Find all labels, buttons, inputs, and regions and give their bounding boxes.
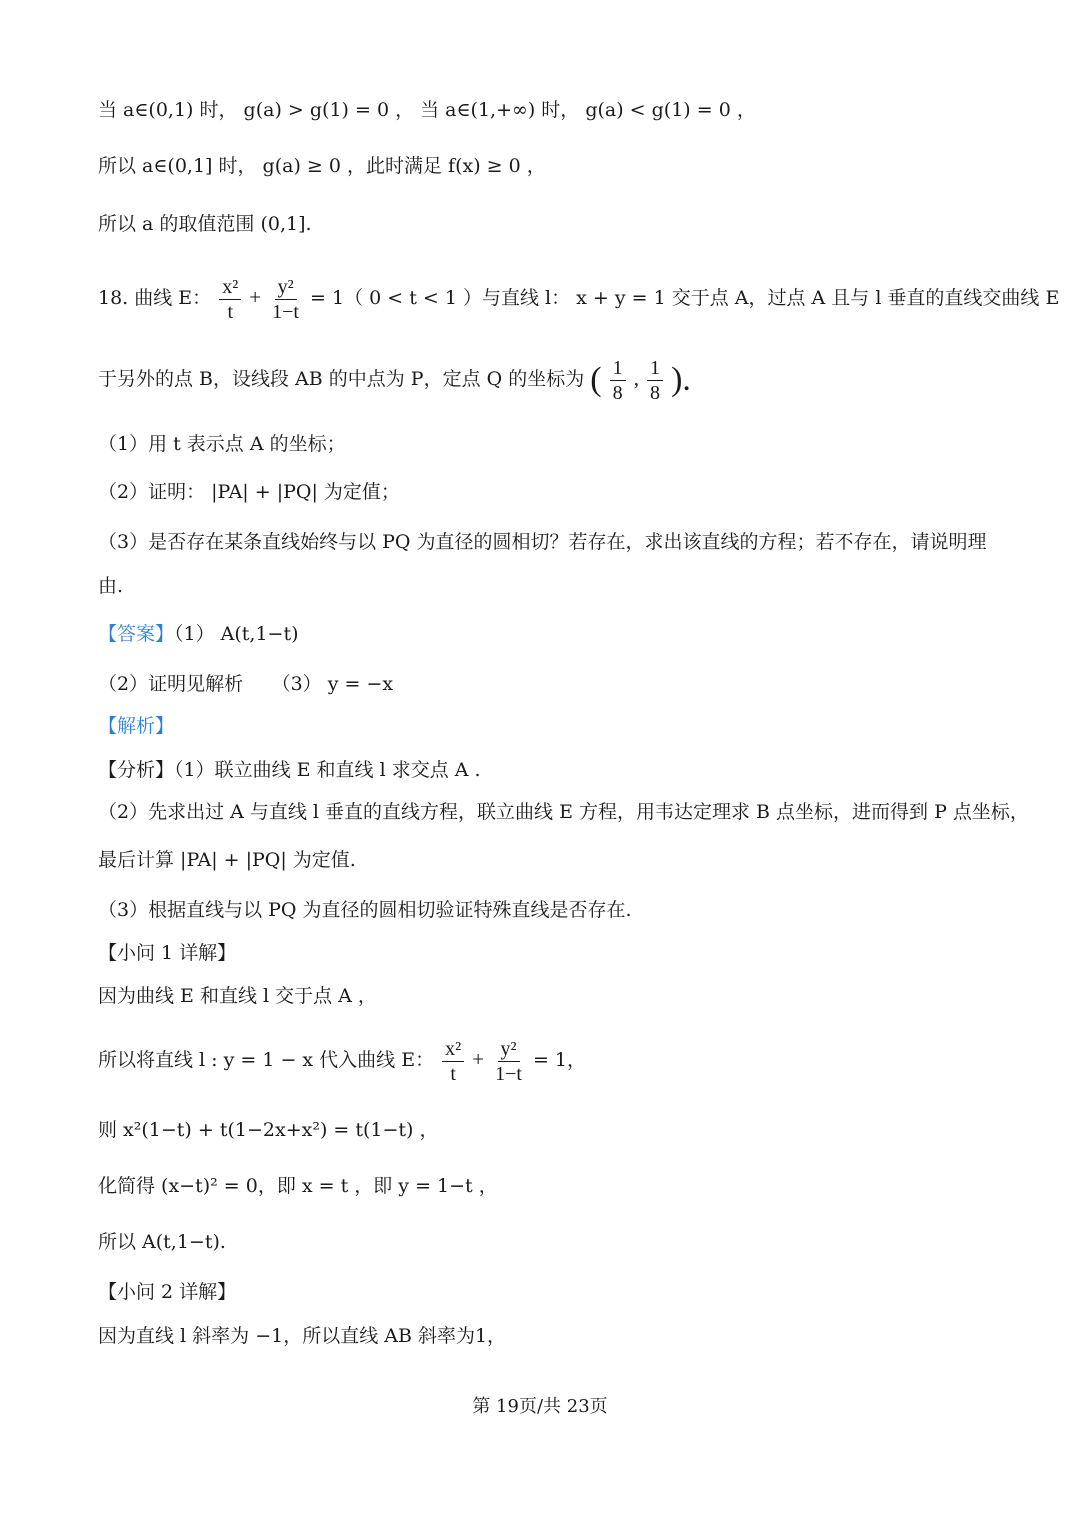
- page-footer: 第 19页/共 23页: [472, 1396, 608, 1417]
- fraction-one-eighth-a: [610, 356, 626, 405]
- solution-1-line-b: [98, 1032, 990, 1087]
- solution-1-line-e: 所以 A(t,1−t).: [98, 1231, 226, 1253]
- plus-sign: +: [249, 285, 262, 309]
- fraction-y2-over-1-minus-t: [492, 1037, 525, 1086]
- sub-2-heading: 【小问 2 详解】: [98, 1281, 237, 1303]
- comma: ,: [633, 366, 639, 390]
- numerator: y²: [275, 275, 297, 300]
- solution-2-line-a: 因为直线 l 斜率为 −1，所以直线 AB 斜率为1，: [98, 1325, 507, 1347]
- fraction-y2-over-1-minus-t: [269, 275, 302, 324]
- denominator: t: [227, 300, 233, 323]
- fraction-x2-over-t: [219, 275, 241, 324]
- denominator: 8: [650, 381, 661, 404]
- paren-open: (: [590, 361, 602, 398]
- text-line-3: 所以 a 的取值范围 (0,1].: [98, 213, 312, 235]
- denominator: t: [450, 1062, 456, 1085]
- s1b-prefix: 所以将直线 l : y = 1 − x 代入曲线 E：: [98, 1049, 435, 1071]
- numerator: x²: [442, 1037, 464, 1062]
- question-18-line-1: [98, 270, 1060, 325]
- fenxi-line-2: （2）先求出过 A 与直线 l 垂直的直线方程，联立曲线 E 方程，用韦达定理求 B 点坐标，进而得到 P 点坐标，: [98, 801, 1029, 823]
- question-18-line-2: [98, 350, 990, 408]
- sub-question-3-cont: 由.: [98, 575, 124, 597]
- q18-suffix: = 1（ 0 < t < 1 ）与直线 l： x + y = 1 交于点 A，过点 A 且与 l 垂直的直线交曲线 E: [310, 287, 1060, 309]
- analysis-label: 【解析】: [98, 715, 175, 737]
- fraction-x2-over-t: [442, 1037, 464, 1086]
- fenxi-line-1: 【分析】（1）联立曲线 E 和直线 l 求交点 A .: [98, 759, 481, 781]
- fraction-one-eighth-b: [647, 356, 663, 405]
- denominator: 1−t: [495, 1062, 522, 1085]
- answer-label: 【答案】: [98, 623, 175, 645]
- numerator: 1: [610, 356, 626, 381]
- sub-question-1: （1）用 t 表示点 A 的坐标；: [98, 433, 346, 455]
- fenxi-line-3: （3）根据直线与以 PQ 为直径的圆相切验证特殊直线是否存在.: [98, 899, 632, 921]
- solution-1-line-a: 因为曲线 E 和直线 l 交于点 A ，: [98, 985, 377, 1007]
- solution-1-line-c: 则 x²(1−t) + t(1−2x+x²) = t(1−t) ，: [98, 1119, 439, 1141]
- plus-sign: +: [472, 1047, 485, 1071]
- solution-1-line-d: 化简得 (x−t)² = 0，即 x = t ，即 y = 1−t ，: [98, 1175, 498, 1197]
- answer-line-1: [98, 620, 990, 648]
- denominator: 1−t: [272, 300, 299, 323]
- numerator: y²: [498, 1037, 520, 1062]
- numerator: x²: [219, 275, 241, 300]
- q18-line2-prefix: 于另外的点 B，设线段 AB 的中点为 P，定点 Q 的坐标为: [98, 368, 585, 390]
- sub-1-heading: 【小问 1 详解】: [98, 942, 237, 964]
- fenxi-line-2b: 最后计算 |PA| + |PQ| 为定值.: [98, 849, 356, 871]
- answer-line-2: （2）证明见解析 （3） y = −x: [98, 673, 394, 695]
- q18-prefix: 18. 曲线 E：: [98, 287, 212, 309]
- answer-1: （1） A(t,1−t): [174, 623, 299, 645]
- sub-question-3: （3）是否存在某条直线始终与以 PQ 为直径的圆相切？若存在，求出该直线的方程；若不存在，请说明理: [98, 531, 987, 553]
- text-line-2: 所以 a∈(0,1] 时， g(a) ≥ 0 ，此时满足 f(x) ≥ 0 ，: [98, 155, 546, 177]
- denominator: 8: [612, 381, 623, 404]
- paren-close: ).: [671, 361, 691, 398]
- sub-question-2: （2）证明： |PA| + |PQ| 为定值；: [98, 481, 400, 503]
- numerator: 1: [647, 356, 663, 381]
- s1b-suffix: = 1，: [532, 1049, 587, 1071]
- text-line-1: 当 a∈(0,1) 时， g(a) > g(1) = 0 ， 当 a∈(1,+∞) 时， g(a) < g(1) = 0 ，: [98, 99, 756, 121]
